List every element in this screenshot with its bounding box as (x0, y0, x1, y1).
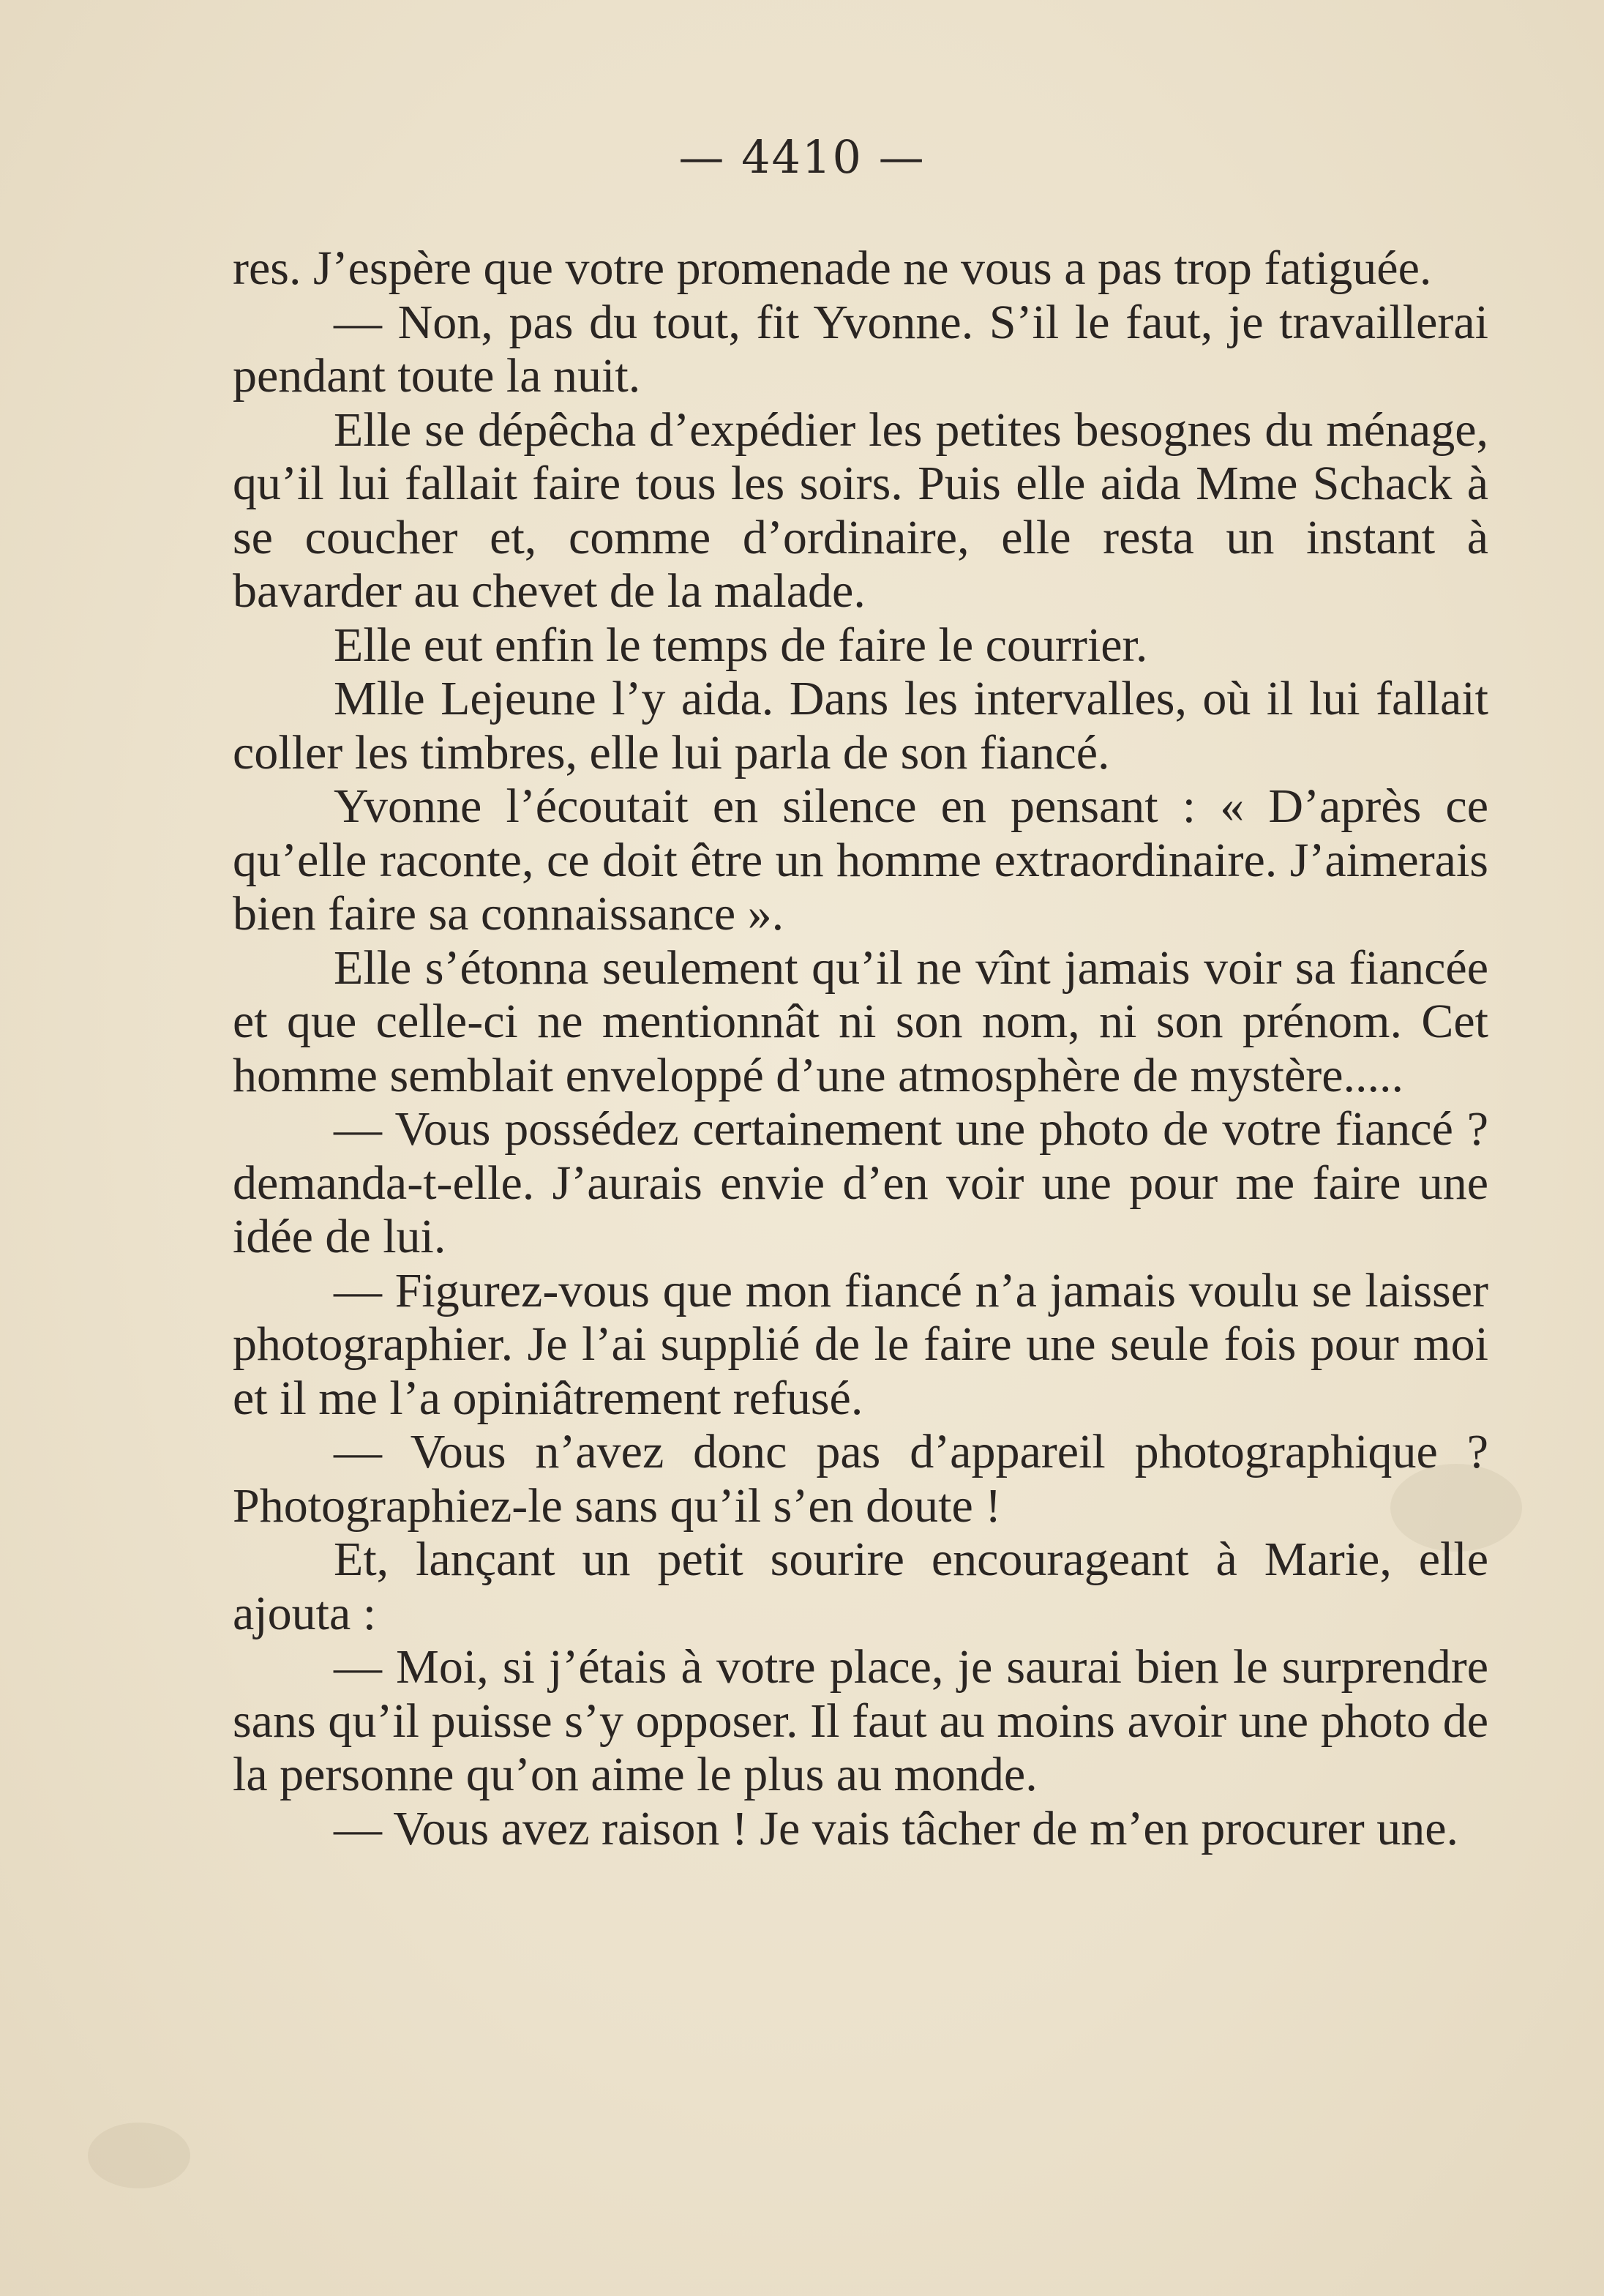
paragraph: — Vous n’avez donc pas d’appareil photographique ? Photographiez-le sans qu’il s’en doute ! (233, 1425, 1488, 1533)
paragraph: — Figurez-vous que mon fiancé n’a jamais voulu se laisser photographier. Je l’ai supplié de le faire une seule fois pour moi et il me l’a opiniâtrement refusé. (233, 1263, 1488, 1425)
paragraph: — Vous avez raison ! Je vais tâcher de m’en procurer une. (334, 1801, 1459, 1855)
body-text (233, 242, 1488, 1855)
paragraph: Elle se dépêcha d’expédier les petites besognes du ménage, qu’il lui fallait faire tous les soirs. Puis elle aida Mme Schack à se coucher et, comme d’ordinaire, elle resta un instant à bavarder au chevet de la malade. (233, 403, 1488, 618)
paragraph: Et, lançant un petit sourire encourageant à Marie, elle ajouta : (233, 1533, 1488, 1640)
paper-stain (88, 2123, 190, 2188)
paragraph: Elle s’étonna seulement qu’il ne vînt jamais voir sa fiancée et que celle-ci ne mentionnât ni son nom, ni son prénom. Cet homme semblait enveloppé d’une atmosphère de mystère..... (233, 941, 1488, 1102)
paragraph: — Non, pas du tout, fit Yvonne. S’il le faut, je travaillerai pendant toute la nuit. (233, 295, 1488, 403)
paragraph: — Vous possédez certainement une photo de votre fiancé ? demanda-t-elle. J’aurais envie d’en voir une pour me faire une idée de lui. (233, 1102, 1488, 1263)
page-number: — 4410 — (678, 130, 926, 184)
paragraph: Elle eut enfin le temps de faire le courrier. (334, 618, 1148, 672)
paragraph: Yvonne l’écoutait en silence en pensant : « D’après ce qu’elle raconte, ce doit être un homme extraordinaire. J’aimerais bien faire sa connaissance ». (233, 779, 1488, 941)
paragraph: — Moi, si j’étais à votre place, je saurai bien le surprendre sans qu’il puisse s’y opposer. Il faut au moins avoir une photo de la personne qu’on aime le plus au monde. (233, 1640, 1488, 1801)
paragraph: res. J’espère que votre promenade ne vous a pas trop fatiguée. (233, 242, 1432, 295)
paragraph: Mlle Lejeune l’y aida. Dans les intervalles, où il lui fallait coller les timbres, elle lui parla de son fiancé. (233, 672, 1488, 779)
